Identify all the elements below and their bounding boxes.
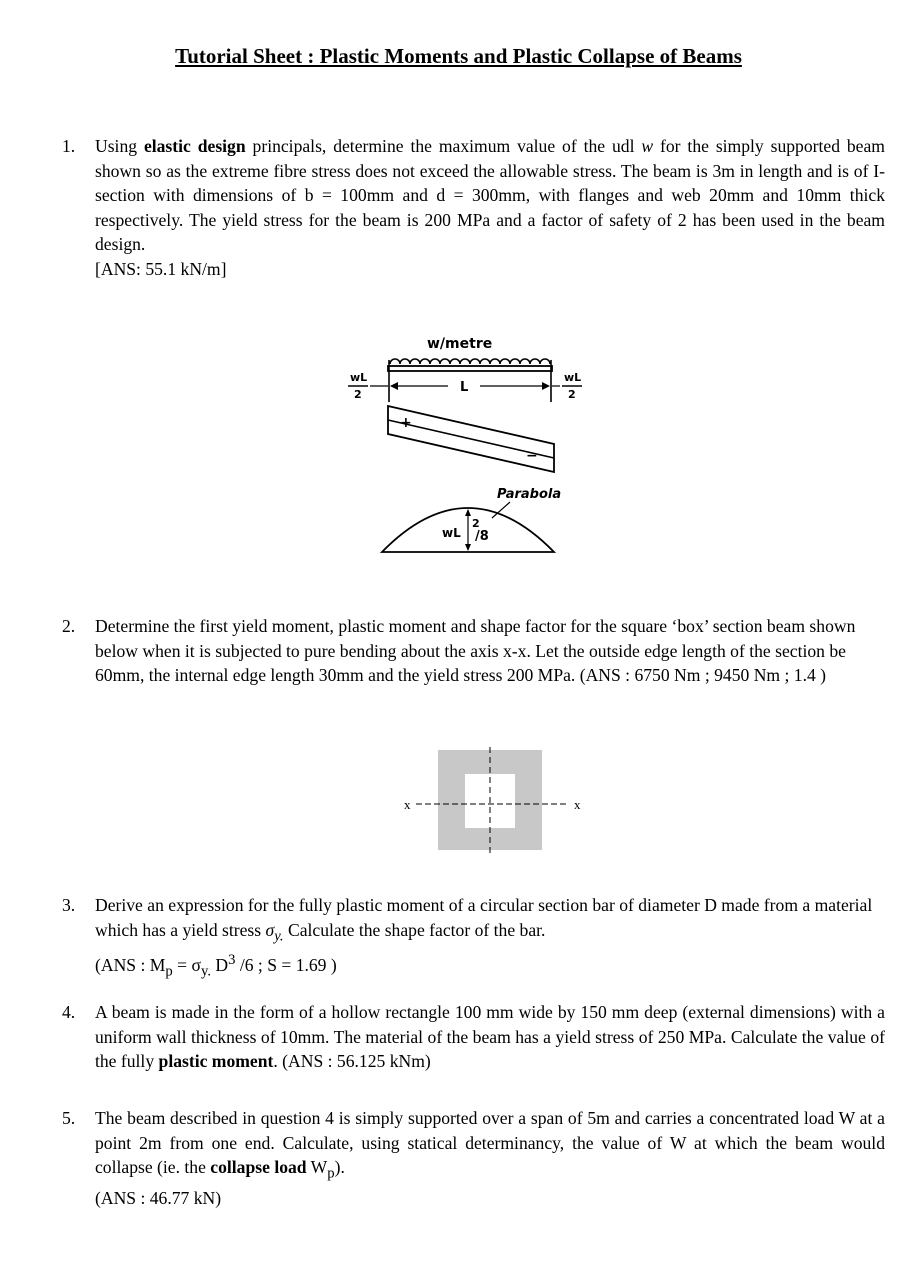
sigma-symbol: σ [265,919,275,940]
udl-label: w/metre [427,336,493,352]
sfd-minus-sign: − [526,448,538,464]
question-number: 3. [62,895,76,915]
bold-term: collapse load [210,1157,307,1177]
page-title: Tutorial Sheet : Plastic Moments and Plastic Collapse of Beams [175,44,742,68]
max-moment-divisor: /8 [475,529,489,544]
answer [95,952,337,980]
question-text: ). [334,1157,345,1177]
answer-part: D [210,955,229,976]
max-moment-exponent: 2 [472,517,480,530]
answer: (ANS : 46.77 kN) [95,1188,222,1209]
question-5 [62,1106,885,1211]
question-text: Determine the first yield moment, plastic moment and shape factor for the square ‘box’ section beam shown below when it is subjected to pure bending about the axis x-x. Let the outside edge length of the section be 60mm, the internal edge length 30mm and the yield stress 200 MPa. (ANS : 6750 Nm ; 9450 Nm ; 1.4 ) [95,616,856,685]
question-number: 2. [62,616,76,636]
question-text: The beam described in question 4 is simply supported over a span of 5m and carries a concentrated load W at a point 2m from one end. Calculate, using statical determinancy, the value of W at which the beam would collapse (ie. the [95,1108,885,1177]
dim-arrow-right [542,382,550,390]
beam-diagram [320,330,600,560]
answer: [ANS: 55.1 kN/m] [95,258,227,279]
question-number: 1. [62,136,76,156]
axis-label-right: x [574,797,581,812]
question-text: . (ANS : 56.125 kNm) [273,1051,431,1071]
right-reaction-denominator: 2 [568,388,576,401]
parabola-leader [492,502,510,518]
sfd-plus-sign: + [400,415,412,431]
max-moment-label: wL [442,526,461,540]
answer-part: /6 ; S = 1.69 ) [235,955,337,976]
bmd-arrow-bottom [465,544,471,551]
beam [388,366,552,371]
bold-term: elastic design [143,136,246,156]
bmd-arrow-top [465,509,471,516]
question-text: principals, determine the maximum value of the udl [245,136,642,156]
udl-load-loops [390,359,550,364]
answer-superscript: 3 [228,952,236,969]
question-text: A beam is made in the form of a hollow rectangle 100 mm wide by 150 mm deep (external dimensions) with a uniform wall thickness of 10mm. The material of the beam has a yield stress of 250 MPa. Calculate the value of the fully [95,1002,885,1071]
answer-part: = σ [172,955,201,976]
answer-part: (ANS : M [95,955,166,976]
question-number: 4. [62,1002,76,1022]
question-text: for the simply supported beam shown so as the extreme fibre stress does not exceed the allowable stress. The beam is 3m in length and is of I-section with dimensions of b = 100mm and d = 300mm, with flanges and web 20mm and 10mm thick respectively. The yield stress for the beam is 200 MPa and a factor of safety of 2 has been used in the beam design. [95,136,885,254]
span-label: L [460,380,469,395]
question-text: W [306,1157,328,1177]
answer-subscript: p [165,963,173,980]
question-text: Using [95,136,144,156]
question-text: Calculate the shape factor of the bar. [283,919,546,940]
parabola-label: Parabola [497,487,562,502]
question-4 [62,1000,885,1074]
question-3 [62,893,885,984]
question-text: Derive an expression for the fully plastic moment of a circular section bar of diameter D made from a material which has a yield stress [95,895,873,940]
question-number: 5. [62,1108,76,1128]
axis-label-left: x [404,797,411,812]
answer-subscript: y. [200,963,211,980]
left-reaction-numerator: wL [350,371,368,384]
box-section-diagram [396,745,596,857]
question-2 [62,614,885,688]
right-reaction-numerator: wL [564,371,582,384]
sigma-subscript: y. [274,928,284,945]
question-1 [62,134,885,281]
bold-term: plastic moment [158,1051,274,1071]
dim-arrow-left [390,382,398,390]
subscript: p [327,1165,335,1182]
variable: w [641,136,654,156]
left-reaction-denominator: 2 [354,388,362,401]
